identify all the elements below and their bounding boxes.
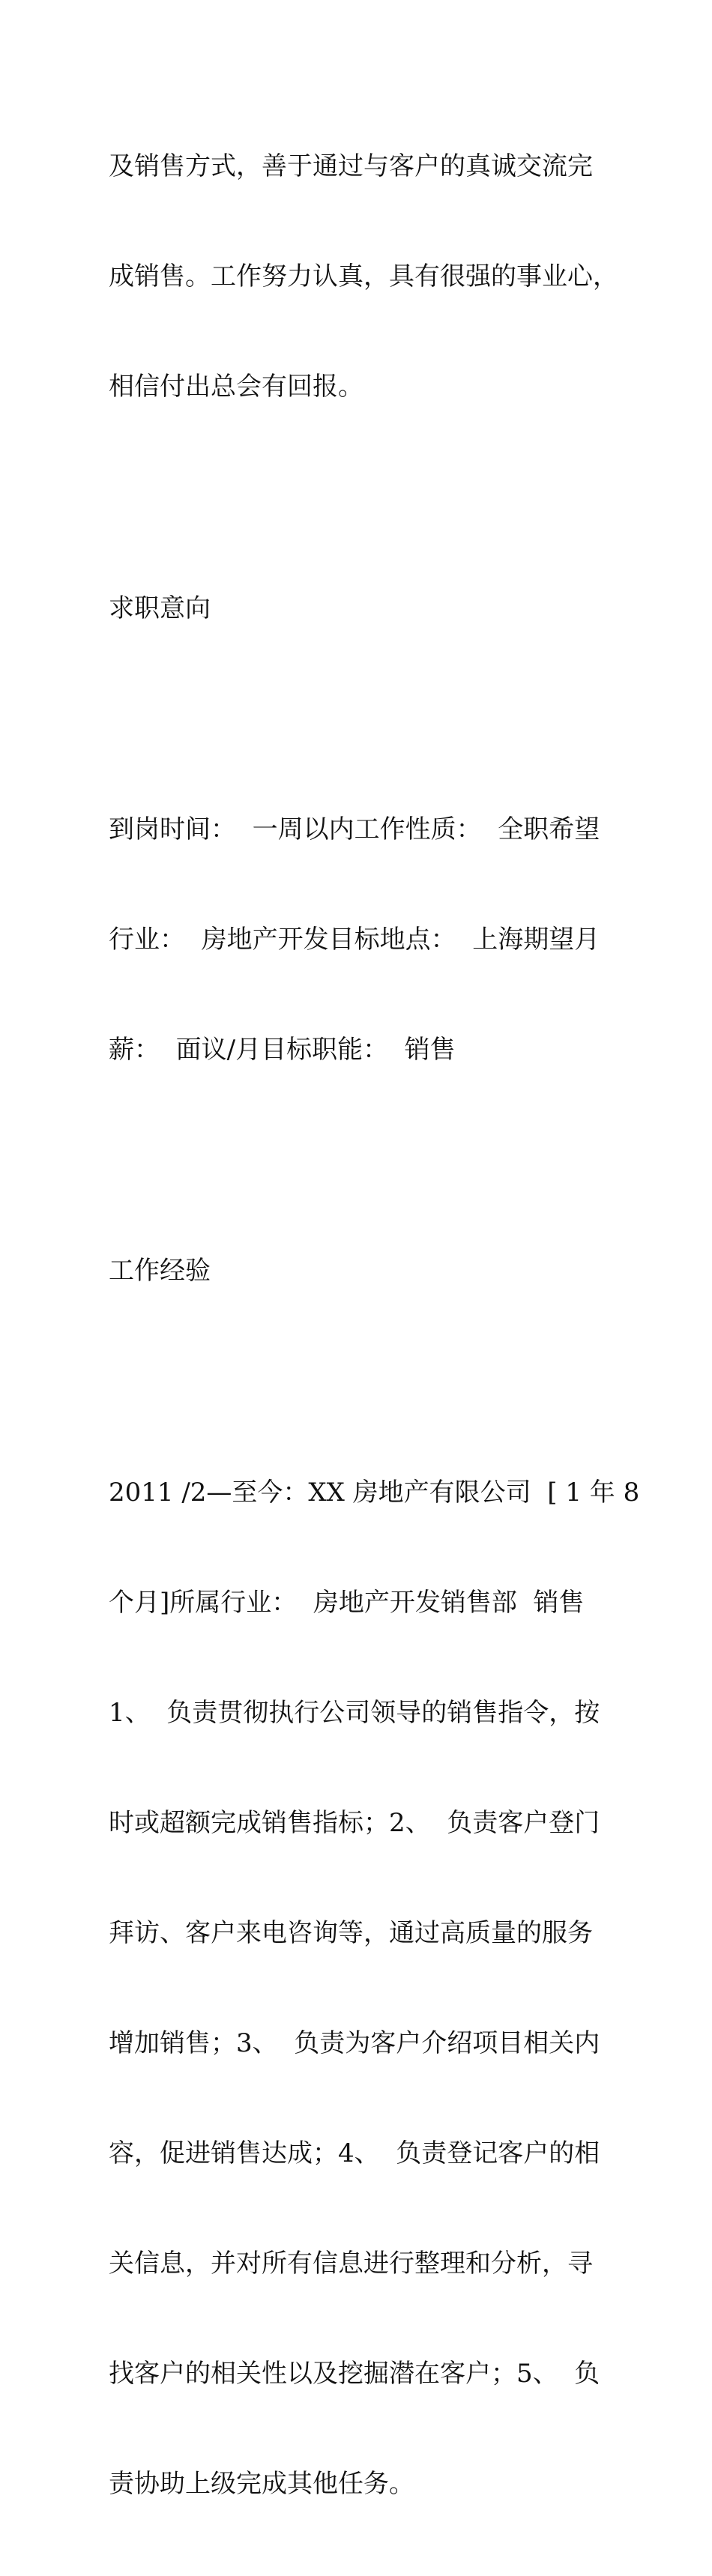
work-experience-line: 找客户的相关性以及挖掘潜在客户；5、 负 — [109, 2359, 600, 2389]
paragraph-spacer — [109, 1363, 607, 1401]
work-experience-line: 拜访、客户来电咨询等，通过高质量的服务 — [109, 1918, 593, 1948]
document-page — [109, 75, 640, 2576]
job-intention-paragraph — [109, 738, 607, 1142]
work-experience-line: 关信息，并对所有信息进行整理和分析，寻 — [109, 2249, 593, 2279]
job-intention-line: 薪： 面议/月目标职能： 销售 — [109, 1035, 456, 1065]
paragraph-spacer — [109, 701, 607, 738]
section-heading: 工作经验 — [109, 1256, 211, 1286]
work-experience-line: 2011 /2—至今：XX 房地产有限公司 [ 1 年 8 — [109, 1478, 640, 1508]
job-intention-line: 行业： 房地产开发目标地点： 上海期望月 — [109, 925, 600, 955]
work-experience-paragraph — [109, 1401, 640, 2576]
paragraph-spacer — [109, 479, 607, 517]
work-experience-heading — [109, 1179, 607, 1363]
work-experience-line: 个月]所属行业： 房地产开发销售部 销售 — [109, 1588, 585, 1618]
work-experience-line: 时或超额完成销售指标；2、 负责客户登门 — [109, 1808, 600, 1838]
intro-line: 成销售。工作努力认真，具有很强的事业心， — [109, 261, 618, 291]
paragraph-spacer — [109, 1142, 607, 1179]
work-experience-line: 增加销售；3、 负责为客户介绍项目相关内 — [109, 2028, 600, 2058]
intro-paragraph — [109, 75, 618, 479]
intro-line: 相信付出总会有回报。 — [109, 372, 363, 402]
job-intention-heading — [109, 517, 607, 701]
work-experience-line: 容，促进销售达成；4、 负责登记客户的相 — [109, 2138, 600, 2168]
intro-line: 及销售方式，善于通过与客户的真诚交流完 — [109, 151, 593, 181]
work-experience-line: 责协助上级完成其他任务。 — [109, 2469, 414, 2499]
section-heading: 求职意向 — [109, 593, 211, 623]
work-experience-line: 1、 负责贯彻执行公司领导的销售指令，按 — [109, 1698, 600, 1728]
job-intention-line: 到岗时间： 一周以内工作性质： 全职希望 — [109, 814, 600, 844]
